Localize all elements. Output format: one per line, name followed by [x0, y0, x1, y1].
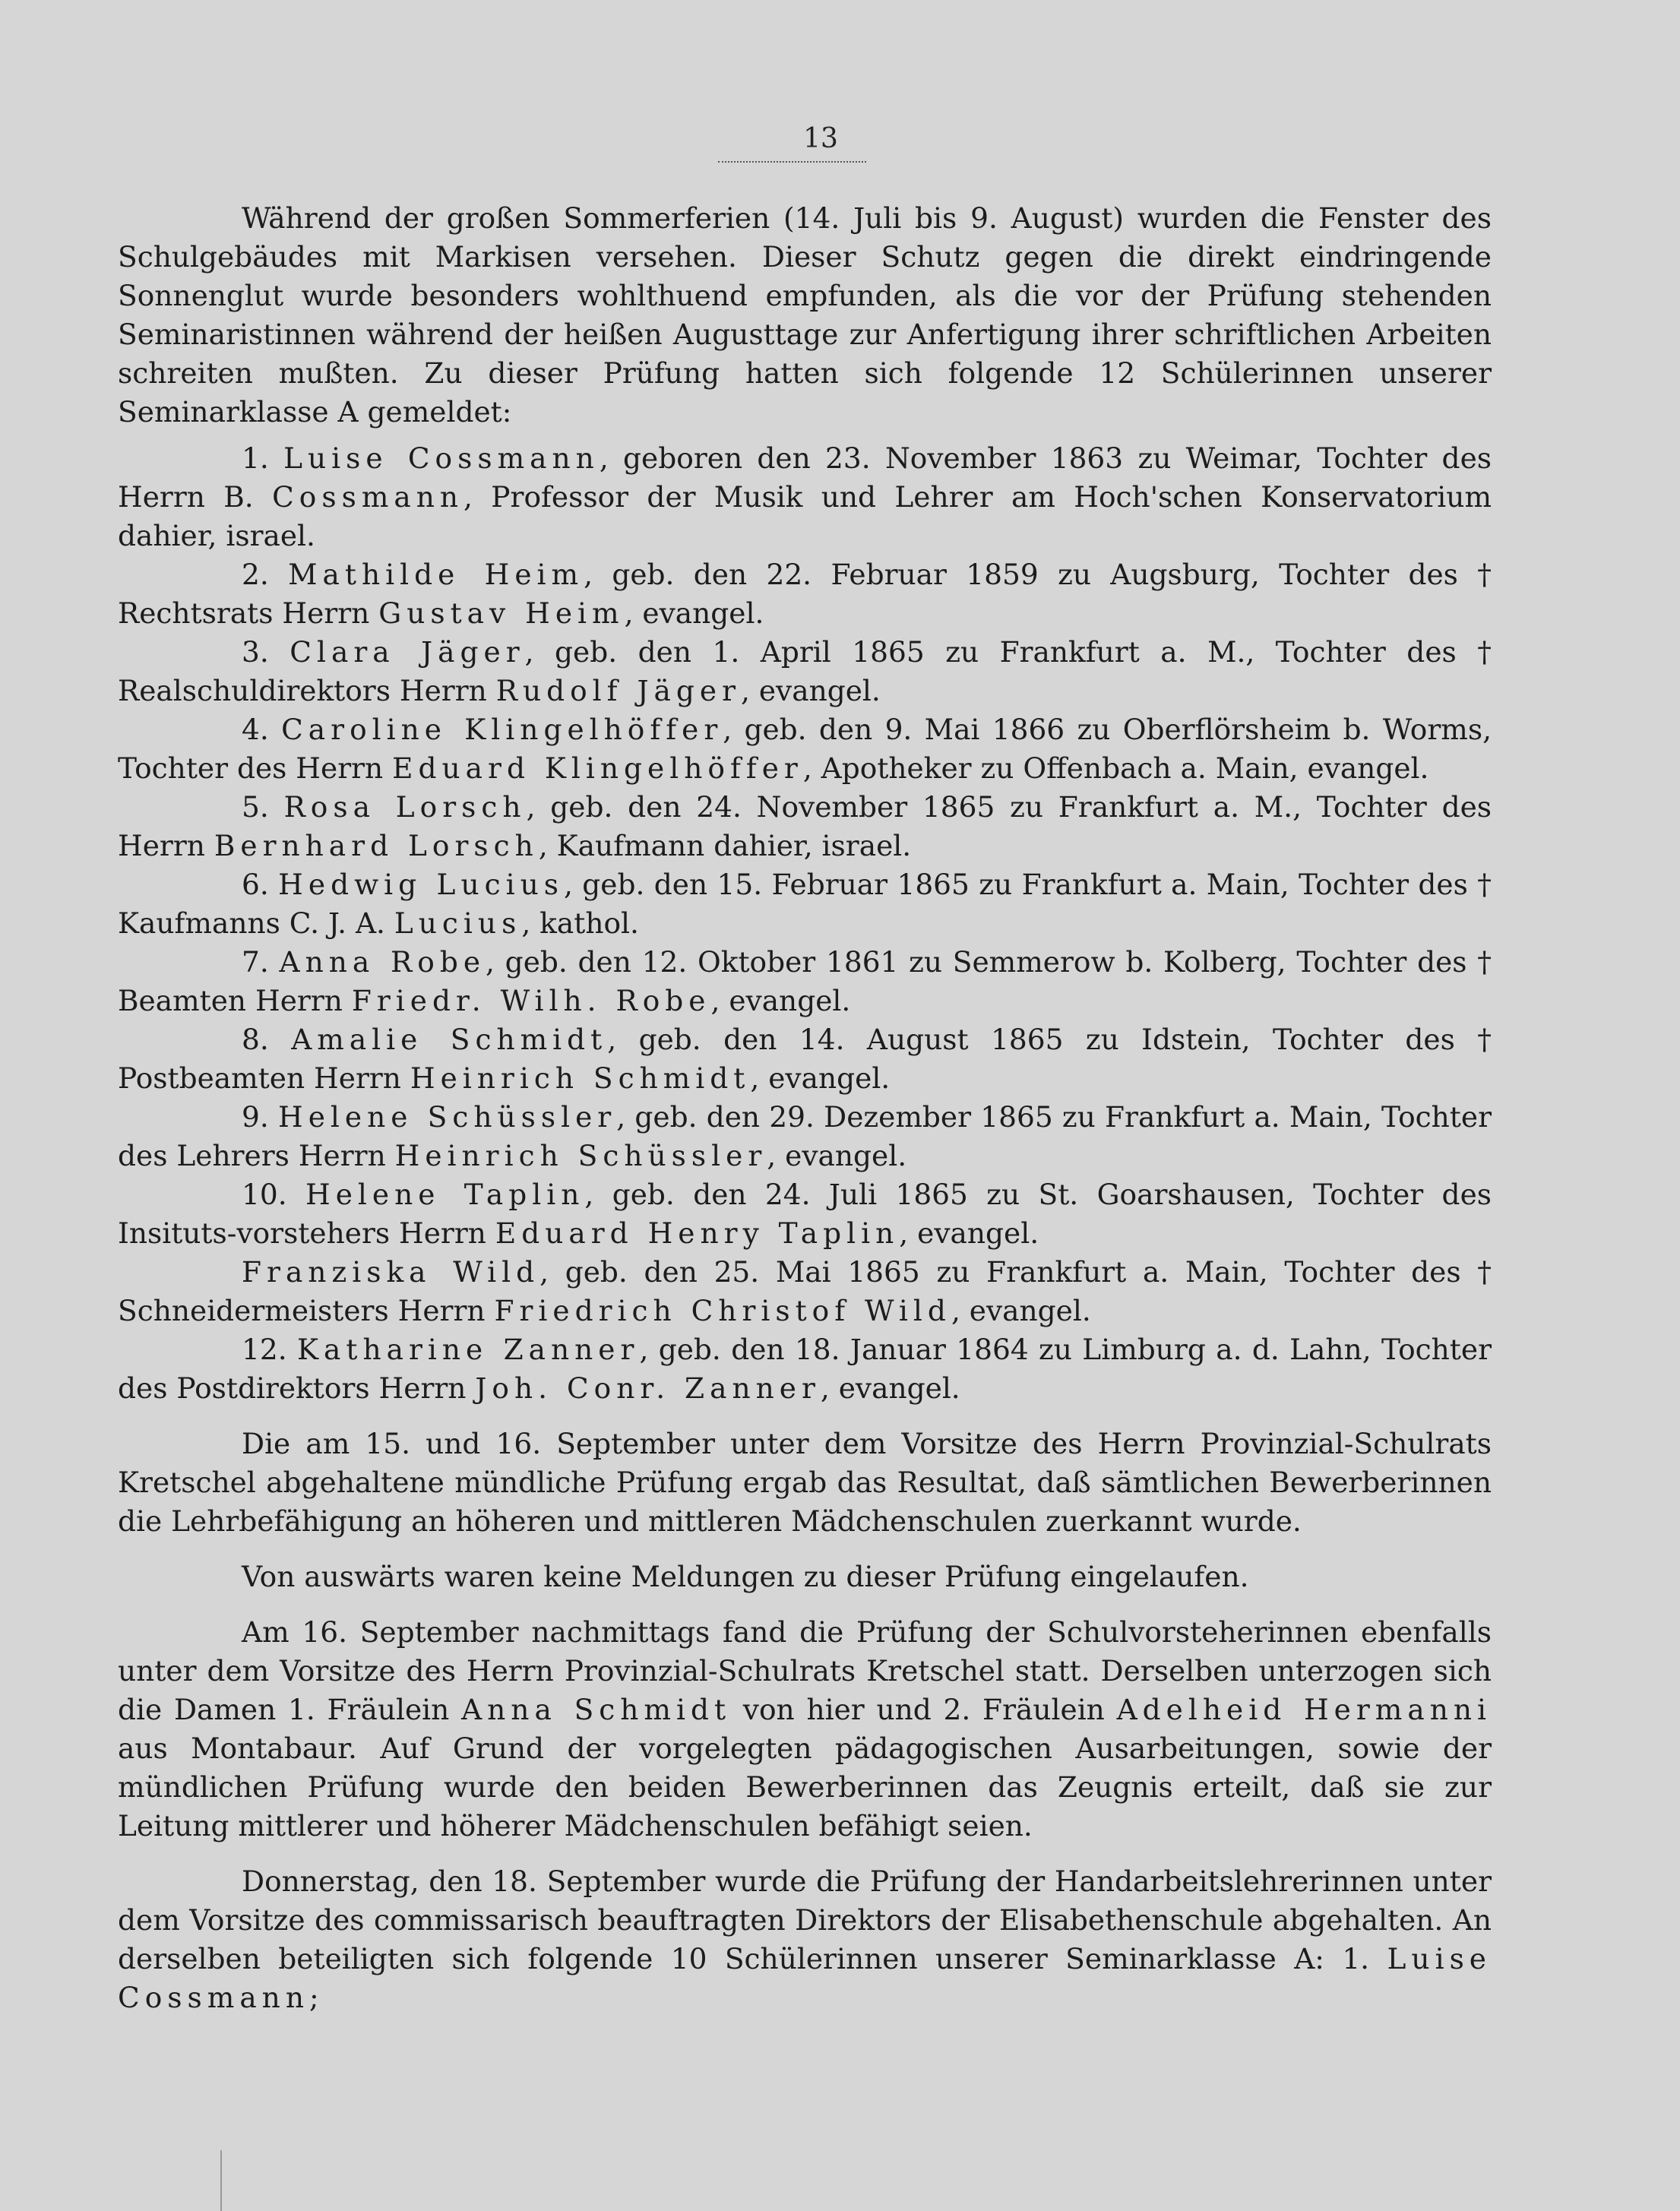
candidate-name: Caroline Klingelhöffer	[281, 713, 723, 746]
candidate-name: Mathilde Heim	[288, 558, 584, 591]
father-name: Cossmann	[272, 480, 464, 514]
father-name: Heinrich Schüssler	[394, 1139, 767, 1172]
father-name: Gustav Heim	[378, 596, 625, 630]
list-item: 7. Anna Robe, geb. den 12. Oktober 1861 zu Semmerow b. Kolberg, Tochter des † Beamten Herrn Friedr. Wilh. Robe, evangel.	[118, 945, 1492, 1017]
list-item: Franziska Wild, geb. den 25. Mai 1865 zu Frankfurt a. Main, Tochter des † Schneidermeisters Herrn Friedrich Christof Wild, evangel.	[118, 1255, 1492, 1327]
candidate-name: Adelheid Hermanni	[1116, 1693, 1492, 1726]
father-name: Eduard Henry Taplin	[495, 1216, 900, 1250]
list-item: 4. Caroline Klingelhöffer, geb. den 9. Mai 1866 zu Oberflörsheim b. Worms, Tochter des Herrn Eduard Klingelhöffer, Apotheker zu Offenbach a. Main, evangel.	[118, 713, 1492, 785]
list-item: 5. Rosa Lorsch, geb. den 24. November 1865 zu Frankfurt a. M., Tochter des Herrn Bernhard Lorsch, Kaufmann dahier, israel.	[118, 790, 1492, 862]
list-item: 9. Helene Schüssler, geb. den 29. Dezember 1865 zu Frankfurt a. Main, Tochter des Lehrers Herrn Heinrich Schüssler, evangel.	[118, 1100, 1492, 1172]
scan-artifact	[220, 2150, 222, 2211]
outside-applications-paragraph: Von auswärts waren keine Meldungen zu dieser Prüfung eingelaufen.	[242, 1560, 1249, 1593]
candidate-name: Amalie Schmidt	[291, 1023, 608, 1056]
list-item: 2. Mathilde Heim, geb. den 22. Februar 1859 zu Augsburg, Tochter des † Rechtsrats Herrn Gustav Heim, evangel.	[118, 558, 1492, 630]
body-text	[118, 199, 1492, 2017]
list-item: 10. Helene Taplin, geb. den 24. Juli 1865 zu St. Goarshausen, Tochter des Insituts-vorstehers Herrn Eduard Henry Taplin, evangel.	[118, 1178, 1492, 1250]
intro-paragraph: Während der großen Sommerferien (14. Juli bis 9. August) wurden die Fenster des Schulgebäudes mit Markisen versehen. Dieser Schutz gegen die direkt eindringende Sonnenglut wurde besonders wohlthuend empfunden, als die vor der Prüfung stehenden Seminaristinnen während der heißen Augusttage zur Anfertigung ihrer schriftlichen Arbeiten schreiten mußten. Zu dieser Prüfung hatten sich folgende 12 Schülerinnen unserer Seminarklasse A gemeldet:	[118, 201, 1492, 429]
list-item: 3. Clara Jäger, geb. den 1. April 1865 zu Frankfurt a. M., Tochter des † Realschuldirektors Herrn Rudolf Jäger, evangel.	[118, 635, 1492, 707]
father-name: Eduard Klingelhöffer	[392, 751, 803, 785]
father-name: Bernhard Lorsch	[214, 829, 539, 862]
candidate-list	[118, 439, 1492, 1408]
oral-exam-paragraph: Die am 15. und 16. September unter dem Vorsitze des Herrn Provinzial-Schulrats Kretschel abgehaltene mündliche Prüfung ergab das Resultat, daß sämtlichen Bewerberinnen die Lehrbefähigung an höheren und mittleren Mädchenschulen zuerkannt wurde.	[118, 1427, 1492, 1538]
candidate-name: Luise Cossmann	[283, 441, 600, 475]
headmistress-exam-paragraph: Am 16. September nachmittags fand die Prüfung der Schulvorsteherinnen ebenfalls unter dem Vorsitze des Herrn Provinzial-Schulrats Kretschel statt. Derselben unterzogen sich die Damen 1. Fräulein Anna Schmidt von hier und 2. Fräulein Adelheid Hermanni aus Montabaur. Auf Grund der vorgelegten pädagogischen Ausarbeitungen, sowie der mündlichen Prüfung wurde den beiden Bewerberinnen das Zeugnis erteilt, daß sie zur Leitung mittlerer und höherer Mädchenschulen befähigt seien.	[118, 1615, 1492, 1842]
list-item: 12. Katharine Zanner, geb. den 18. Januar 1864 zu Limburg a. d. Lahn, Tochter des Postdirektors Herrn Joh. Conr. Zanner, evangel.	[118, 1333, 1492, 1405]
candidate-name: Anna Schmidt	[461, 1693, 732, 1726]
list-item: 6. Hedwig Lucius, geb. den 15. Februar 1865 zu Frankfurt a. Main, Tochter des † Kaufmanns C. J. A. Lucius, kathol.	[118, 868, 1492, 940]
needlework-exam-paragraph: Donnerstag, den 18. September wurde die Prüfung der Handarbeitslehrerinnen unter dem Vorsitze des commissarisch beauftragten Direktors der Elisabethenschule abgehalten. An derselben beteiligten sich folgende 10 Schülerinnen unserer Seminarklasse A: 1. Luise Cossmann;	[118, 1865, 1492, 2014]
father-name: Joh. Conr. Zanner	[475, 1371, 821, 1405]
candidate-name: Anna Robe	[279, 945, 486, 979]
candidate-name: Rosa Lorsch	[283, 790, 527, 824]
candidate-name: Clara Jäger	[289, 635, 525, 669]
father-name: Friedr. Wilh. Robe	[351, 984, 711, 1017]
candidate-name: Helene Schüssler	[278, 1100, 617, 1134]
candidate-name: Helene Taplin	[305, 1178, 585, 1211]
page-number: 13	[803, 123, 838, 154]
page-number-rule	[718, 161, 866, 166]
father-name: Lucius	[394, 906, 522, 940]
father-name: Friedrich Christof Wild	[494, 1294, 951, 1327]
list-item: 1. Luise Cossmann, geboren den 23. November 1863 zu Weimar, Tochter des Herrn B. Cossmann, Professor der Musik und Lehrer am Hoch'schen Konservatorium dahier, israel.	[118, 441, 1492, 552]
candidate-name: Franziska Wild	[242, 1255, 540, 1289]
father-name: Heinrich Schmidt	[410, 1061, 751, 1095]
candidate-name: Luise Cossmann	[118, 1942, 1492, 2014]
candidate-name: Hedwig Lucius	[278, 868, 564, 901]
candidate-name: Katharine Zanner	[297, 1333, 640, 1366]
father-name: Rudolf Jäger	[495, 674, 741, 707]
list-item: 8. Amalie Schmidt, geb. den 14. August 1865 zu Idstein, Tochter des † Postbeamten Herrn Heinrich Schmidt, evangel.	[118, 1023, 1492, 1095]
